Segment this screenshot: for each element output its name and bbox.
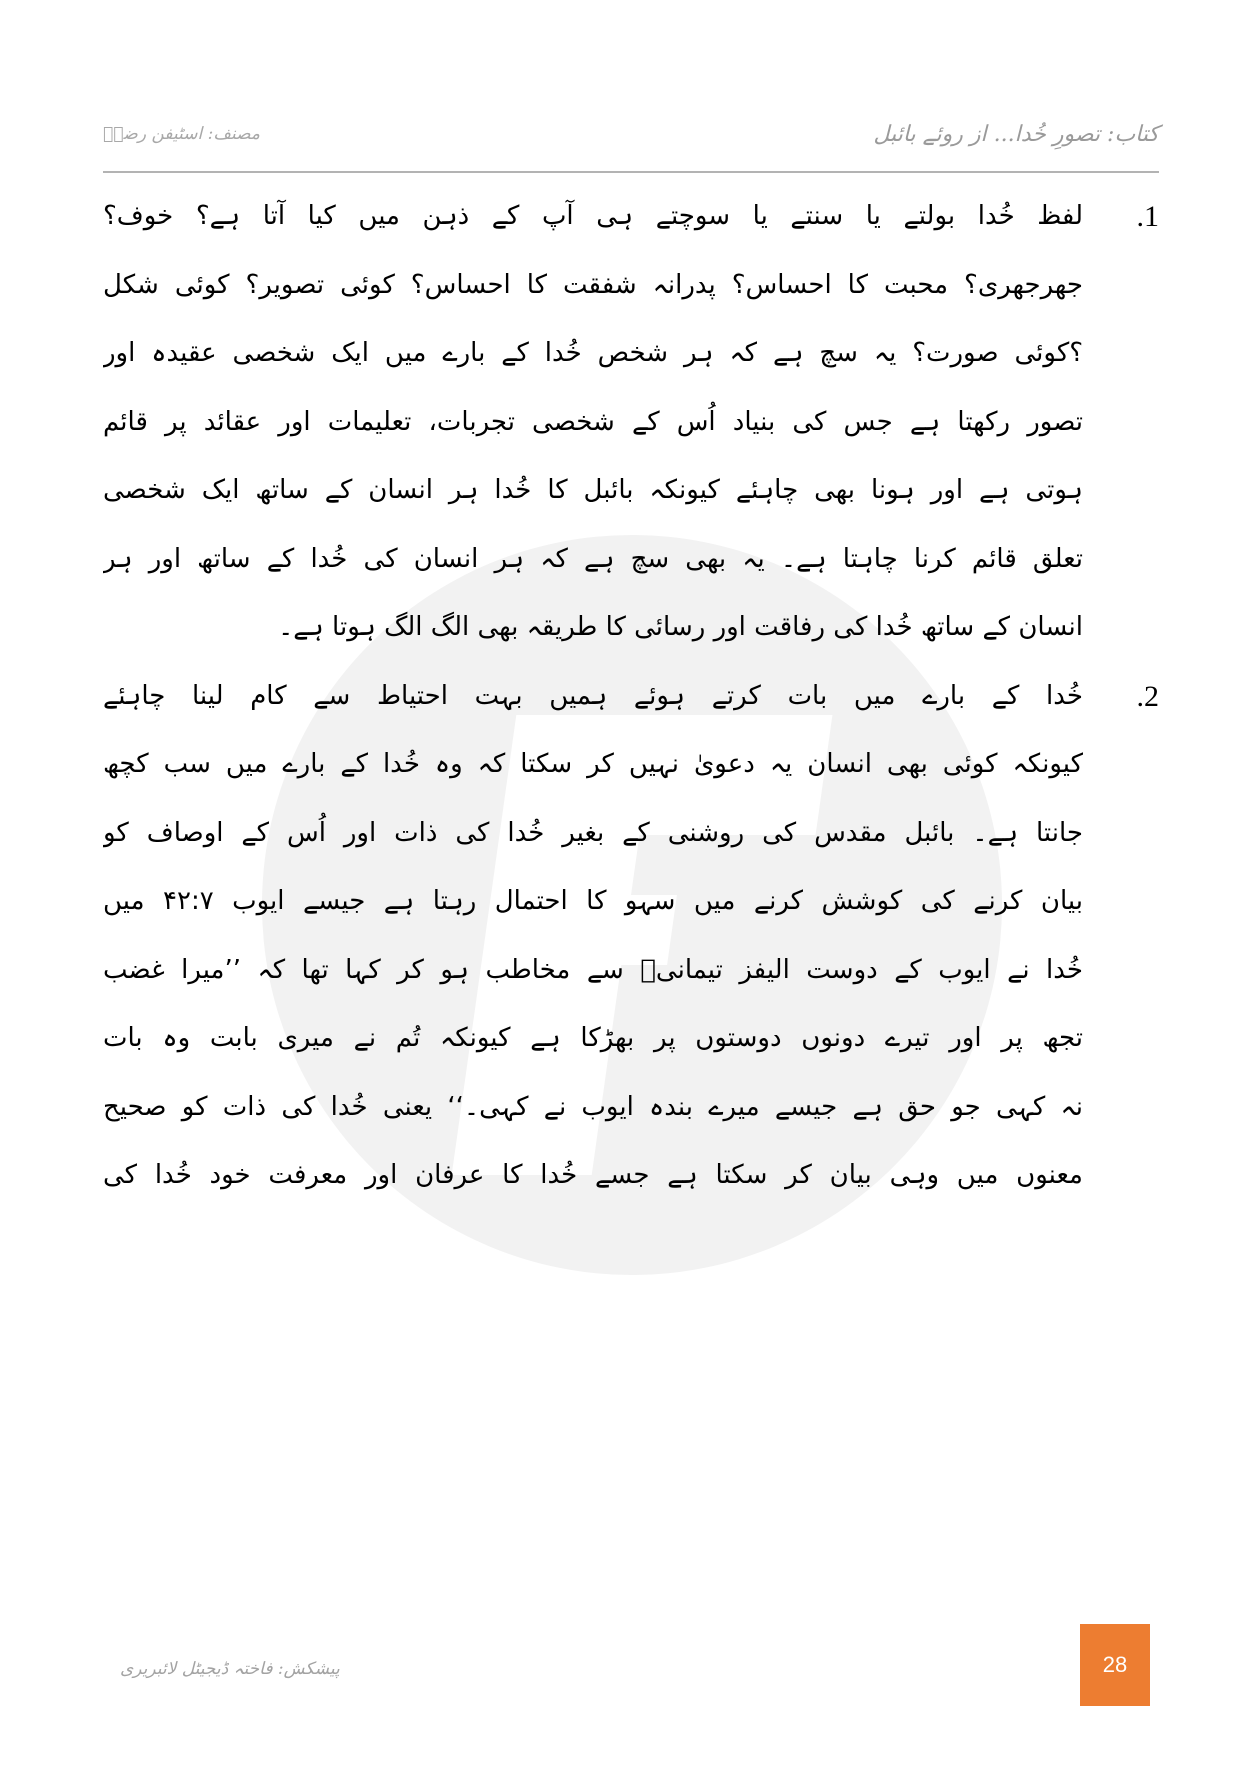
- author-name: مصنف: اسٹیفن رضاؔ: [103, 124, 260, 144]
- text-line: جھرجھری؟ محبت کا احساس؟ پدرانہ شفقت کا احساس؟ کوئی تصویر؟ کوئی شکل: [103, 269, 1083, 300]
- text-line: تجھ پر اور تیرے دونوں دوستوں پر بھڑکا ہے کیونکہ تُم نے میری بابت وہ بات: [103, 1023, 1083, 1053]
- text-line: بیان کرنے کی کوشش کرنے میں سہو کا احتمال رہتا ہے جیسے ایوب ۴۲:۷ میں: [103, 886, 1083, 916]
- text-line: ہوتی ہے اور ہونا بھی چاہئے کیونکہ بائبل کا خُدا ہر انسان کے ساتھ ایک شخصی: [103, 475, 1083, 505]
- text-line: خُدا نے ایوب کے دوست الیفز تیمانیؔ سے مخاطب ہو کر کہا تھا کہ ’’میرا غضب: [103, 954, 1083, 985]
- text-line: خُدا کے بارے میں بات کرتے ہوئے ہمیں بہت احتیاط سے کام لینا چاہئے: [103, 680, 1083, 711]
- list-item-number: .2: [1136, 679, 1159, 713]
- list-item-text: [103, 662, 1083, 1210]
- text-line: جانتا ہے۔ بائبل مقدس کی روشنی کے بغیر خُدا کی ذات اور اُس کے اوصاف کو: [103, 817, 1083, 848]
- text-line: لفظ خُدا بولتے یا سنتے یا سوچتے ہی آپ کے ذہن میں کیا آتا ہے؟ خوف؟: [103, 201, 1083, 231]
- text-line: تصور رکھتا ہے جس کی بنیاد اُس کے شخصی تجربات، تعلیمات اور عقائد پر قائم: [103, 406, 1083, 437]
- text-line: انسان کے ساتھ خُدا کی رفاقت اور رسائی کا طریقہ بھی الگ الگ ہوتا ہے۔: [278, 612, 1083, 642]
- list-item-number: .1: [1136, 200, 1159, 233]
- list-item: [103, 662, 1159, 1210]
- page-header: [103, 100, 1159, 172]
- page-number-badge: [1080, 1624, 1150, 1706]
- text-line: نہ کہی جو حق ہے جیسے میرے بندہ ایوب نے کہی۔‘‘ یعنی خُدا کی ذات کو صحیح: [103, 1091, 1083, 1122]
- footer-credit: پیشکش: فاختہ ڈیجیٹل لائبریری: [120, 1659, 340, 1679]
- text-line: کیونکہ کوئی بھی انسان یہ دعویٰ نہیں کر سکتا کہ وہ خُدا کے بارے میں سب کچھ: [103, 749, 1083, 779]
- text-line: ؟کوئی صورت؟ یہ سچ ہے کہ ہر شخص خُدا کے بارے میں ایک شخصی عقیدہ اور: [103, 338, 1083, 368]
- list-item-text: [103, 182, 1083, 662]
- book-title: کتاب: تصورِ خُدا... از روئے بائبل: [873, 122, 1159, 147]
- page-number: 28: [1102, 1652, 1128, 1677]
- body-content: [103, 182, 1159, 1210]
- list-item: [103, 182, 1159, 662]
- text-line: معنوں میں وہی بیان کر سکتا ہے جسے خُدا کا عرفان اور معرفت خود خُدا کی: [103, 1160, 1083, 1190]
- header-divider: [103, 171, 1159, 173]
- text-line: تعلق قائم کرنا چاہتا ہے۔ یہ بھی سچ ہے کہ ہر انسان کی خُدا کے ساتھ اور ہر: [103, 543, 1083, 574]
